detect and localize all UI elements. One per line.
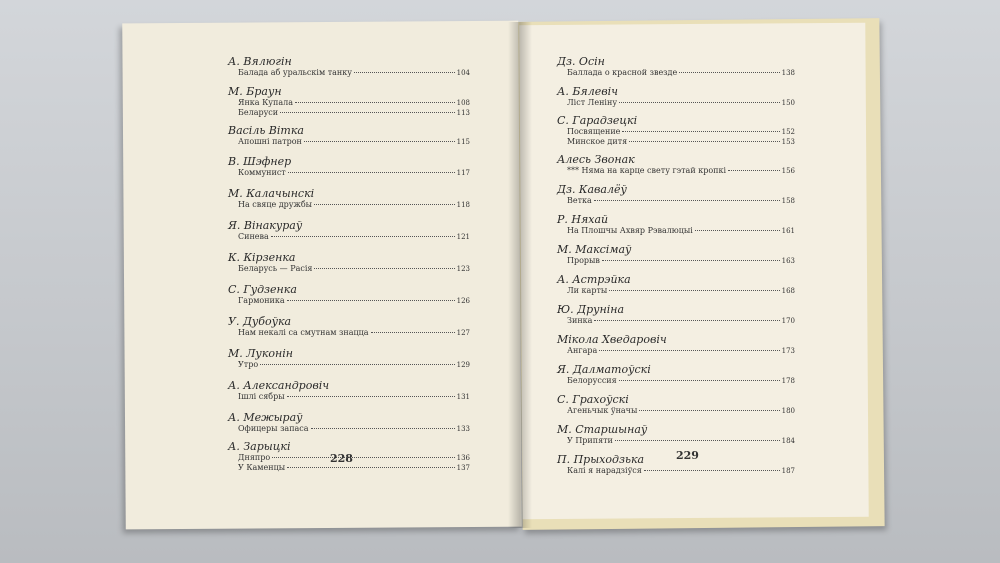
poem-title: Агеньчык ўначы — [567, 406, 638, 415]
dot-leader — [594, 320, 779, 321]
dot-leader — [599, 350, 779, 351]
page-number-228: 228 — [330, 452, 353, 465]
toc-entry — [557, 183, 795, 206]
author-name: К. Кірзенка — [228, 251, 296, 264]
toc-entry — [228, 55, 470, 78]
poem-line — [228, 232, 470, 242]
poem-title: Коммунист — [238, 168, 286, 177]
author-name: У. Дубоўка — [228, 315, 292, 328]
toc-entry — [557, 85, 795, 108]
toc-entry — [228, 187, 470, 210]
poem-title: Утро — [238, 360, 259, 369]
toc-entry — [228, 283, 470, 306]
poem-line — [228, 168, 470, 178]
poem-title: Синева — [238, 232, 269, 241]
poem-title: Ішлі сябры — [238, 392, 285, 401]
dot-leader — [295, 102, 455, 103]
poem-title: Минское дитя — [567, 137, 628, 146]
dot-leader — [639, 410, 779, 411]
dot-leader — [594, 200, 780, 201]
poem-line — [228, 296, 470, 306]
page-number: 115 — [456, 138, 470, 146]
poem-title: Ли карты — [567, 286, 608, 295]
poem-title: Беларуси — [238, 108, 279, 117]
author-name: Мікола Хведаровіч — [557, 333, 667, 346]
dot-leader — [629, 141, 779, 142]
page-number: 158 — [781, 197, 795, 205]
page-number: 184 — [781, 437, 795, 445]
toc-entry — [557, 55, 795, 78]
dot-leader — [695, 230, 780, 231]
dot-leader — [679, 72, 779, 73]
toc-entry — [557, 213, 795, 236]
page-number: 170 — [781, 317, 795, 325]
poem-line — [228, 108, 470, 118]
poem-line — [557, 436, 795, 446]
dot-leader — [314, 268, 454, 269]
toc-entry — [557, 303, 795, 326]
poem-line — [557, 346, 795, 356]
poem-line — [228, 68, 470, 78]
toc-entry — [228, 124, 470, 147]
page-number: 178 — [781, 377, 795, 385]
dot-leader — [615, 440, 780, 441]
page-number: 117 — [456, 169, 470, 177]
toc-entry — [228, 379, 470, 402]
author-name: Алесь Звонак — [557, 153, 635, 166]
poem-line — [228, 98, 470, 108]
author-name: М. Браун — [228, 85, 282, 98]
poem-line — [557, 466, 795, 476]
toc-entry — [557, 393, 795, 416]
poem-line — [557, 98, 795, 108]
poem-title: Янка Купала — [238, 98, 293, 107]
dot-leader — [314, 204, 455, 205]
page-number: 126 — [456, 297, 470, 305]
toc-entry — [557, 333, 795, 356]
toc-entry — [228, 251, 470, 274]
poem-title: Посвящение — [567, 127, 621, 136]
dot-leader — [287, 300, 455, 301]
dot-leader — [287, 396, 455, 397]
page-number: 150 — [781, 99, 795, 107]
toc-entry — [228, 315, 470, 338]
author-name: А. Бялевіч — [557, 85, 618, 98]
page-number-229: 229 — [676, 449, 699, 462]
poem-line — [557, 376, 795, 386]
poem-title: Офицеры запаса — [238, 424, 309, 433]
toc-entry — [228, 347, 470, 370]
poem-line — [557, 137, 795, 147]
dot-leader — [371, 332, 455, 333]
dot-leader — [619, 102, 780, 103]
toc-entry — [557, 243, 795, 266]
dot-leader — [602, 260, 780, 261]
author-name: С. Гарадзецкі — [557, 114, 638, 127]
page-number: 136 — [456, 454, 470, 462]
poem-line — [228, 264, 470, 274]
author-name: В. Шэфнер — [228, 155, 292, 168]
toc-entry — [557, 114, 795, 147]
poem-title: Ангара — [567, 346, 598, 355]
poem-title: На свяце дружбы — [238, 200, 313, 209]
page-number: 118 — [456, 201, 470, 209]
poem-line — [228, 200, 470, 210]
author-name: Дз. Осін — [557, 55, 605, 68]
dot-leader — [272, 457, 454, 458]
poem-line — [557, 256, 795, 266]
poem-line — [228, 328, 470, 338]
dot-leader — [271, 236, 455, 237]
author-name: Ю. Друніна — [557, 303, 625, 316]
toc-entry — [228, 411, 470, 434]
page-number: 129 — [456, 361, 470, 369]
page-number: 156 — [781, 167, 795, 175]
left-page-contents — [228, 55, 470, 473]
toc-entry — [228, 219, 470, 242]
author-name: А. Александровіч — [228, 379, 330, 392]
page-number: 104 — [456, 69, 470, 77]
poem-line — [228, 360, 470, 370]
toc-entry — [228, 85, 470, 118]
author-name: А. Зарыцкі — [228, 440, 291, 453]
poem-title: На Плошчы Ахвяр Рэвалюцыі — [567, 226, 693, 235]
page-number: 180 — [781, 407, 795, 415]
page-number: 163 — [781, 257, 795, 265]
author-name: М. Максімаў — [557, 243, 632, 256]
author-name: Я. Вінакураў — [228, 219, 303, 232]
poem-title: *** Няма на карце свету гэтай кропкі — [567, 166, 727, 175]
poem-title: Дняпро — [238, 453, 271, 462]
page-number: 127 — [456, 329, 470, 337]
dot-leader — [609, 290, 779, 291]
page-number: 137 — [456, 464, 470, 472]
right-page-contents — [557, 55, 795, 476]
poem-title: Беларусь — Расія — [238, 264, 313, 273]
poem-title: Ветка — [567, 196, 592, 205]
poem-title: Баллада о красной звезде — [567, 68, 678, 77]
poem-line — [557, 166, 795, 176]
dot-leader — [619, 380, 780, 381]
author-name: П. Прыходзька — [557, 453, 645, 466]
poem-line — [557, 286, 795, 296]
poem-title: Ліст Леніну — [567, 98, 618, 107]
toc-entry — [557, 423, 795, 446]
page-number: 173 — [781, 347, 795, 355]
page-number: 133 — [456, 425, 470, 433]
toc-entry — [228, 155, 470, 178]
poem-title: Зинка — [567, 316, 593, 325]
author-name: А. Астрэйка — [557, 273, 631, 286]
author-name: А. Вялюгін — [228, 55, 292, 68]
page-number: 131 — [456, 393, 470, 401]
page-number: 121 — [456, 233, 470, 241]
page-number: 153 — [781, 138, 795, 146]
poem-title: Балада аб уральскім танку — [238, 68, 352, 77]
poem-line — [228, 392, 470, 402]
poem-line — [557, 127, 795, 137]
poem-title: У Припяти — [567, 436, 613, 445]
dot-leader — [622, 131, 779, 132]
dot-leader — [304, 141, 455, 142]
dot-leader — [280, 112, 455, 113]
poem-title: Нам некалі са смутнам знацца — [238, 328, 369, 337]
page-number: 113 — [456, 109, 470, 117]
poem-title: Апошні патрон — [238, 137, 302, 146]
poem-title: Прорыв — [567, 256, 600, 265]
poem-line — [557, 226, 795, 236]
dot-leader — [288, 172, 455, 173]
author-name: А. Межыраў — [228, 411, 303, 424]
poem-title: Гармоника — [238, 296, 285, 305]
poem-title: Белоруссия — [567, 376, 617, 385]
dot-leader — [644, 470, 780, 471]
page-number: 152 — [781, 128, 795, 136]
author-name: Р. Няхай — [557, 213, 609, 226]
page-number: 187 — [781, 467, 795, 475]
poem-line — [228, 137, 470, 147]
dot-leader — [354, 72, 455, 73]
author-name: Васіль Вітка — [228, 124, 304, 137]
toc-entry — [557, 273, 795, 296]
dot-leader — [728, 170, 780, 171]
author-name: Я. Далматоўскі — [557, 363, 651, 376]
dot-leader — [260, 364, 454, 365]
poem-title: Калі я нарадзіўся — [567, 466, 642, 475]
page-number: 108 — [456, 99, 470, 107]
toc-entry — [557, 153, 795, 176]
author-name: С. Гудзенка — [228, 283, 297, 296]
poem-line — [557, 316, 795, 326]
page-number: 138 — [781, 69, 795, 77]
poem-line — [557, 196, 795, 206]
author-name: Дз. Кавалёў — [557, 183, 627, 196]
poem-line — [557, 406, 795, 416]
author-name: М. Луконін — [228, 347, 294, 360]
poem-title: У Каменцы — [238, 463, 286, 472]
author-name: С. Грахоўскі — [557, 393, 629, 406]
page-number: 161 — [781, 227, 795, 235]
page-number: 123 — [456, 265, 470, 273]
toc-entry — [557, 363, 795, 386]
poem-line — [557, 68, 795, 78]
author-name: М. Калачынскі — [228, 187, 315, 200]
author-name: М. Старшынаў — [557, 423, 648, 436]
book-gutter — [508, 22, 532, 528]
dot-leader — [287, 467, 455, 468]
poem-line — [228, 424, 470, 434]
dot-leader — [311, 428, 455, 429]
page-number: 168 — [781, 287, 795, 295]
